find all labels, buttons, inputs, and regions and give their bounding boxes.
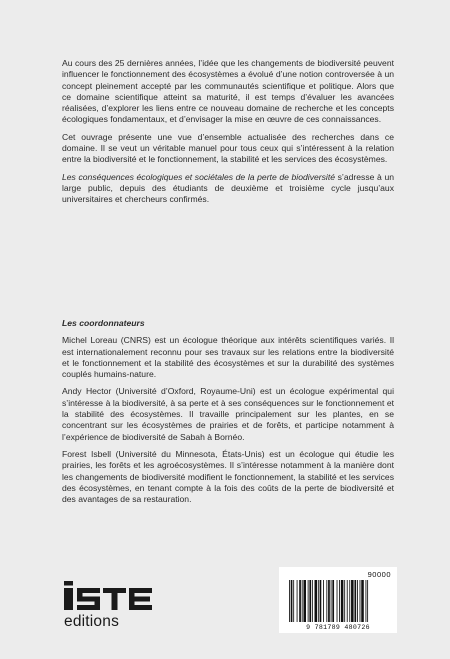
- isbn-number: 9 781789 480726: [306, 624, 370, 631]
- description-paragraph-2: Cet ouvrage présente une vue d’ensemble actualisée des recherches dans ce domaine. Il se veut un véritable manuel pour tous ceux qui s’intéressent à la relation entre la biodiversité et le fonctionnement, la stabilité et les services des écosystèmes.: [62, 131, 394, 165]
- barcode-bar: [308, 580, 309, 622]
- barcode-bar: [357, 580, 358, 622]
- barcode-bar: [339, 580, 340, 622]
- barcode-bar: [315, 580, 318, 622]
- barcode-bar: [320, 580, 322, 622]
- barcode-bar: [297, 580, 298, 622]
- barcode-bar: [349, 580, 350, 622]
- isbn-barcode: [279, 567, 397, 633]
- authors-block: [62, 318, 394, 511]
- barcode-bar: [341, 580, 344, 622]
- barcode-bar: [366, 580, 367, 622]
- barcode-bar: [344, 580, 345, 622]
- barcode-bar: [312, 580, 313, 622]
- barcode-bar: [360, 580, 361, 622]
- author-bio-hector: Andy Hector (Université d’Oxford, Royaume-Uni) est un écologue expérimental qui s’intéresse à la biodiversité, à sa perte et à ses conséquences sur le fonctionnement et la stabilité des écosystèmes. Il travaille principalement sur les plantes, en se concentrant sur les écosystèmes de prairies et de forêts, et participe notamment à l’expérience de biodiversité de Sabah à Bornéo.: [62, 386, 394, 442]
- barcode-bar: [328, 580, 330, 622]
- barcode-bar: [299, 580, 301, 622]
- book-title-italic: Les conséquences écologiques et sociétales de la perte de biodiversité: [62, 171, 336, 182]
- barcode-bar: [331, 580, 332, 622]
- barcode-bar: [337, 580, 338, 622]
- iste-editions-logo: [63, 581, 163, 631]
- barcode-bar: [318, 580, 319, 622]
- barcode-bar: [302, 580, 303, 622]
- barcode-bar: [347, 580, 348, 622]
- barcode-bar: [351, 580, 354, 622]
- barcode-bar: [361, 580, 364, 622]
- barcode-bar: [291, 580, 293, 622]
- barcode-bar: [354, 580, 356, 622]
- barcode-bar: [326, 580, 327, 622]
- barcode-bar: [293, 580, 294, 622]
- barcode-bar: [323, 580, 324, 622]
- barcode-bar: [309, 580, 311, 622]
- author-bio-loreau: Michel Loreau (CNRS) est un écologue théorique aux intérêts scientifiques variés. Il est internationalement reconnu pour ses travaux sur les relations entre la biodiversité et le fonctionnement et la stabilité des écosystèmes et sur la durabilité des systèmes couplés humains-nature.: [62, 335, 394, 380]
- barcode-bar: [303, 580, 306, 622]
- description-paragraph-3: [62, 172, 394, 206]
- authors-heading: Les coordonnateurs: [62, 318, 145, 328]
- price-code: 90000: [367, 570, 391, 579]
- logo-subtext: editions: [64, 613, 120, 630]
- description-block: [62, 58, 394, 212]
- logo-graphic: [63, 581, 163, 631]
- author-bio-isbell: Forest Isbell (Université du Minnesota, États-Unis) est un écologue qui étudie les prairies, les forêts et les agroécosystèmes. Il s’intéresse notamment à la manière dont les changements de biodiversité modifient le fonctionnement, la stabilité et les services des écosystèmes, en tenant compte à la fois des coûts de la perte de biodiversité et des avantages de sa restauration.: [62, 448, 394, 505]
- description-paragraph-3-rest: s’adresse à un large public, depuis des étudiants de deuxième et troisième cycle jusqu’aux universitaires et chercheurs confirmés.: [62, 171, 395, 205]
- description-paragraph-1: Au cours des 25 dernières années, l’idée que les changements de biodiversité peuvent influencer le fonctionnement des écosystèmes a évolué d’une notion controversée à un concept pleinement accepté par les communautés scientifique et politique. Alors que ce domaine scientifique atteint sa maturité, il est temps d’évaluer les avancées réalisées, d’explorer les liens entre ce nouveau domaine de recherche et les concepts écologiques fondamentaux, et d’envisager la mise en œuvre de ces connaissances.: [62, 58, 394, 125]
- barcode-bar: [332, 580, 334, 622]
- barcode-bar: [367, 580, 368, 622]
- barcode-bar: [289, 580, 290, 622]
